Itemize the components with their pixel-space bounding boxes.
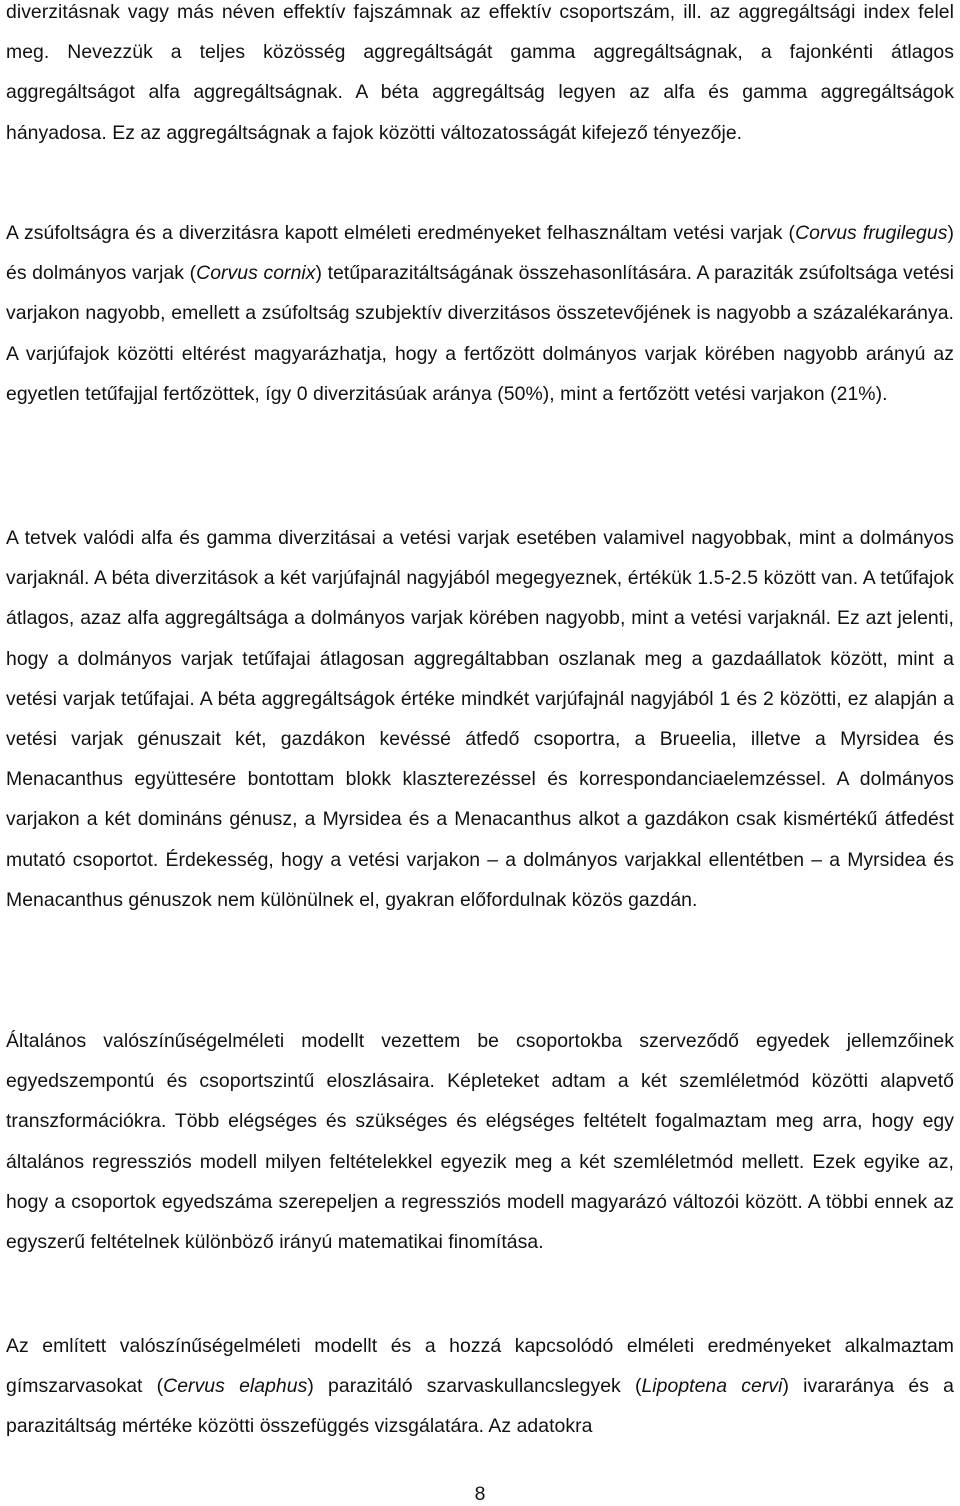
species-name-italic: Corvus cornix <box>196 262 316 285</box>
species-name-italic: Corvus frugilegus <box>795 222 948 244</box>
paragraph-text: A zsúfoltságra és a diverzitásra kapott elméleti eredményeket felhasználtam vetési varjak ( <box>6 222 796 244</box>
paragraph-aggregation <box>6 0 954 153</box>
paragraph-text: ) ivararánya és a parazitáltság mértéke közötti összefüggés vizsgálatára. Az adatokra <box>6 1375 954 1438</box>
paragraph-text: ) parazitáló szarvaskullancslegyek ( <box>307 1375 642 1398</box>
paragraph-text: ) tetűparazitáltságának összehasonlítására. A paraziták zsúfoltsága vetési varjakon nagyobb, emellett a zsúfoltság szubjektív diverzitásos összetevőjének is nagyobb a százalékaránya. A varjúfajok közötti eltérést magyarázhatja, hogy a fertőzött dolmányos varjak körében nagyobb arányú az egyetlen tetűfajjal fertőzöttek, így 0 diverzitásúak aránya (50%), mint a fertőzött vetési varjakon (21%). <box>6 262 955 405</box>
paragraph-text: A tetvek valódi alfa és gamma diverzitásai a vetési varjak esetében valamivel nagyobbak, mint a dolmányos varjaknál. A béta diverzitások a két varjúfajnál nagyjából megegyeznek, értékük 1.5-2.5 között van. A tetűfajok átlagos, azaz alfa aggregáltsága a dolmányos varjak körében nagyobb, mint a vetési varjaknál. Ez azt jelenti, hogy a dolmányos varjak tetűfajai átlagosan aggregáltabban oszlanak meg a gazdaállatok között, mint a vetési varjak tetűfajai. A béta aggregáltságok értéke mindkét varjúfajnál nagyjából 1 és 2 közötti, ez alapján a vetési varjak génuszait két, gazdákon kevéssé átfedő csoportra, a Brueelia, illetve a Myrsidea és Menacanthus együttesére bontottam blokk klaszterezéssel és korrespondanciaelemzéssel. A dolmányos varjakon a két domináns génusz, a Myrsidea és a Menacanthus alkot a gazdákon csak kismértékű átfedést mutató csoportot. Érdekesség, hogy a vetési varjakon – a dolmányos varjakkal ellentétben – a Myrsidea és Menacanthus génuszok nem különülnek el, gyakran előfordulnak közös gazdán. <box>6 527 954 911</box>
paragraph-crow-lice <box>6 213 954 414</box>
paragraph-diversity <box>6 518 954 920</box>
paragraph-text: Az említett valószínűségelméleti modellt és a hozzá kapcsolódó elméleti eredményeket alkalmaztam gímszarvasokat ( <box>6 1335 954 1398</box>
paragraph-deer-keds <box>6 1326 954 1447</box>
paragraph-text: diverzitásnak vagy más néven effektív fajszámnak az effektív csoportszám, ill. az aggregáltsági index felel meg. Nevezzük a teljes közösség aggregáltságát gamma aggregáltságnak, a fajonkénti átlagos aggregáltságot alfa aggregáltságnak. A béta aggregáltság legyen az alfa és gamma aggregáltságok hányadosa. Ez az aggregáltságnak a fajok közötti változatosságát kifejező tényezője. <box>6 1 954 144</box>
species-name-italic: Lipoptena cervi <box>641 1375 783 1398</box>
paragraph-text: Általános valószínűségelméleti modellt vezettem be csoportokba szerveződő egyedek jellemzőinek egyedszempontú és csoportszintű eloszlásaira. Képleteket adtam a két szemléletmód közötti alapvető transzformációkra. Több elégséges és szükséges és elégséges feltételt fogalmaztam meg arra, hogy egy általános regressziós modell milyen feltételekkel egyezik meg a két szemléletmód mellett. Ezek egyike az, hogy a csoportok egyedszáma szerepeljen a regressziós modell magyarázó változói között. A többi ennek az egyszerű feltételnek különböző irányú matematikai finomítása. <box>6 1030 954 1254</box>
page-number: 8 <box>474 1483 486 1505</box>
paragraph-probability-model <box>6 1021 954 1262</box>
paragraph-text: ) és dolmányos varjak ( <box>6 222 954 285</box>
species-name-italic: Cervus elaphus <box>163 1375 308 1398</box>
